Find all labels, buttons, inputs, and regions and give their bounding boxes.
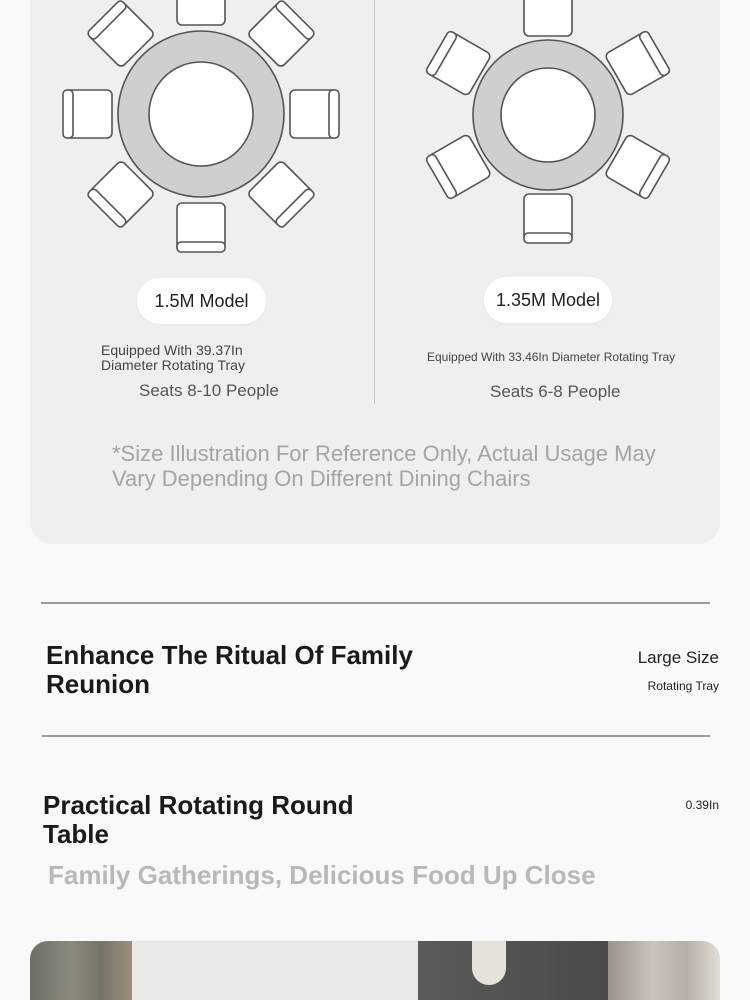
chair-icon: [177, 0, 225, 25]
tray-spec-1-5m-line2: Diameter Rotating Tray: [101, 357, 245, 373]
chair-icon: [524, 0, 572, 36]
photo-curtain: [608, 941, 720, 1000]
table-diagram-1-5m: [51, 0, 351, 255]
section-title-ritual: Enhance The Ritual Of Family Reunion: [46, 640, 413, 699]
model-label-1-35m: 1.35M Model: [484, 277, 612, 323]
photo-vase: [472, 941, 506, 985]
thickness-value: 0.39In: [685, 798, 719, 812]
chair-icon: [177, 203, 225, 252]
tray-spec-1-35m: Equipped With 33.46In Diameter Rotating Tray: [427, 350, 676, 364]
photo-shelf: [418, 941, 608, 1000]
model-divider: [374, 0, 375, 404]
size-disclaimer: *Size Illustration For Reference Only, Actual Usage May Vary Depending On Different Dining Chairs: [112, 441, 656, 491]
divider-top: [41, 602, 710, 604]
photo-wall: [132, 941, 418, 1000]
tray-spec-1-5m: [101, 343, 301, 373]
seats-1-5m: Seats 8-10 People: [139, 381, 279, 400]
product-photo: [30, 941, 720, 1000]
tagline: Family Gatherings, Delicious Food Up Close: [48, 860, 596, 890]
model-label-1-5m: 1.5M Model: [137, 278, 266, 324]
section-title-practical: Practical Rotating Round Table: [43, 790, 354, 849]
tray-spec-1-5m-line1: Equipped With 39.37In: [101, 342, 243, 358]
chair-icon: [63, 90, 112, 138]
chair-icon: [290, 90, 339, 138]
table-diagram-1-35m: [409, 0, 689, 255]
seats-1-35m: Seats 6-8 People: [490, 382, 621, 401]
large-size-label: Large Size: [637, 648, 719, 667]
rotating-tray-label: Rotating Tray: [647, 679, 719, 693]
divider-middle: [42, 735, 710, 737]
photo-wall-art: [30, 941, 132, 1000]
chair-icon: [524, 194, 572, 243]
